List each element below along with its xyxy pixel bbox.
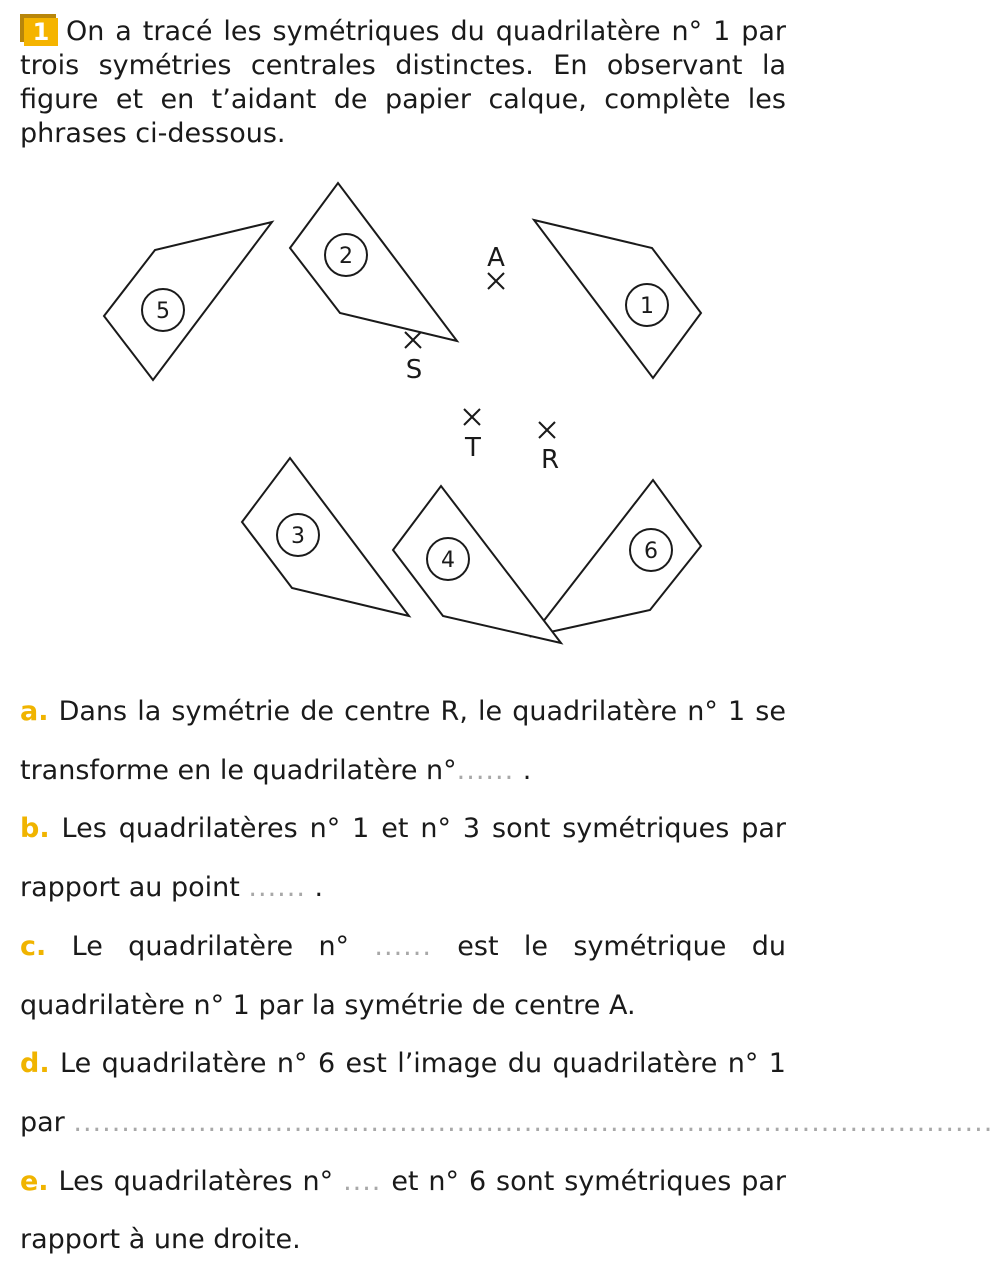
quadrilateral-4-label: 4 — [441, 548, 455, 573]
point-S-label: S — [405, 355, 423, 385]
question-d-letter: d. — [20, 1048, 50, 1080]
exercise-number: 1 — [24, 18, 58, 46]
question-a — [20, 683, 786, 800]
question-e-end: et n° 6 sont symétriques par rapport à une droite. — [20, 1165, 786, 1256]
quadrilateral-5-label: 5 — [156, 299, 170, 324]
point-T — [464, 409, 480, 425]
question-c-letter: c. — [20, 930, 47, 962]
quadrilateral-2 — [290, 183, 457, 341]
geometry-figure — [0, 170, 803, 660]
question-e-text: Les quadrilatères n° — [58, 1165, 344, 1197]
quadrilateral-2-label: 2 — [339, 244, 353, 269]
question-d — [20, 1035, 993, 1152]
question-a-blank[interactable]: ...... — [456, 754, 515, 786]
instructions: On a tracé les symétriques du quadrilatère n° 1 par trois symétries centrales distinctes. En observant la figure et en t’aidant de papier calque, complète les phrases ci-dessous. — [20, 16, 786, 149]
question-e-letter: e. — [20, 1165, 49, 1197]
question-c-end: est le symétrique du quadrilatère n° 1 par la symétrie de centre A. — [20, 930, 786, 1021]
question-b — [20, 800, 786, 917]
quadrilateral-3 — [242, 458, 409, 616]
question-a-text: Dans la symétrie de centre R, le quadrilatère n° 1 se transforme en le quadrilatère n° — [20, 696, 786, 786]
quadrilateral-6-label: 6 — [644, 539, 658, 564]
question-b-letter: b. — [20, 813, 50, 845]
quadrilateral-5 — [104, 222, 272, 380]
quadrilateral-3-label: 3 — [291, 524, 305, 549]
question-a-letter: a. — [20, 696, 49, 727]
point-A — [488, 273, 504, 289]
question-c — [20, 918, 786, 1035]
quadrilateral-6 — [532, 480, 701, 636]
point-R-label: R — [540, 445, 560, 475]
question-a-end: . — [514, 754, 532, 786]
question-e-blank[interactable]: .... — [343, 1165, 382, 1197]
quadrilateral-4 — [393, 486, 561, 643]
question-b-end: . — [305, 872, 324, 904]
question-d-blank[interactable]: ................................................................................................ — [73, 1106, 993, 1138]
point-S — [405, 332, 421, 348]
quadrilateral-1 — [534, 220, 701, 378]
point-T-label: T — [465, 433, 481, 463]
question-d-text: Le quadrilatère n° 6 est l’image du quadrilatère n° 1 par — [20, 1048, 786, 1138]
point-R — [539, 422, 555, 438]
question-b-blank[interactable]: ...... — [248, 872, 306, 904]
point-A-label: A — [487, 243, 505, 273]
question-list — [20, 683, 993, 1270]
question-c-text: Le quadrilatère n° — [71, 930, 375, 962]
question-b-text: Les quadrilatères n° 1 et n° 3 sont symétriques par rapport au point — [20, 813, 786, 904]
exercise-number-badge — [20, 14, 58, 44]
question-c-blank[interactable]: ...... — [374, 930, 432, 962]
quadrilateral-1-label: 1 — [640, 294, 654, 319]
question-e — [20, 1153, 786, 1270]
exercise-statement — [20, 14, 786, 151]
